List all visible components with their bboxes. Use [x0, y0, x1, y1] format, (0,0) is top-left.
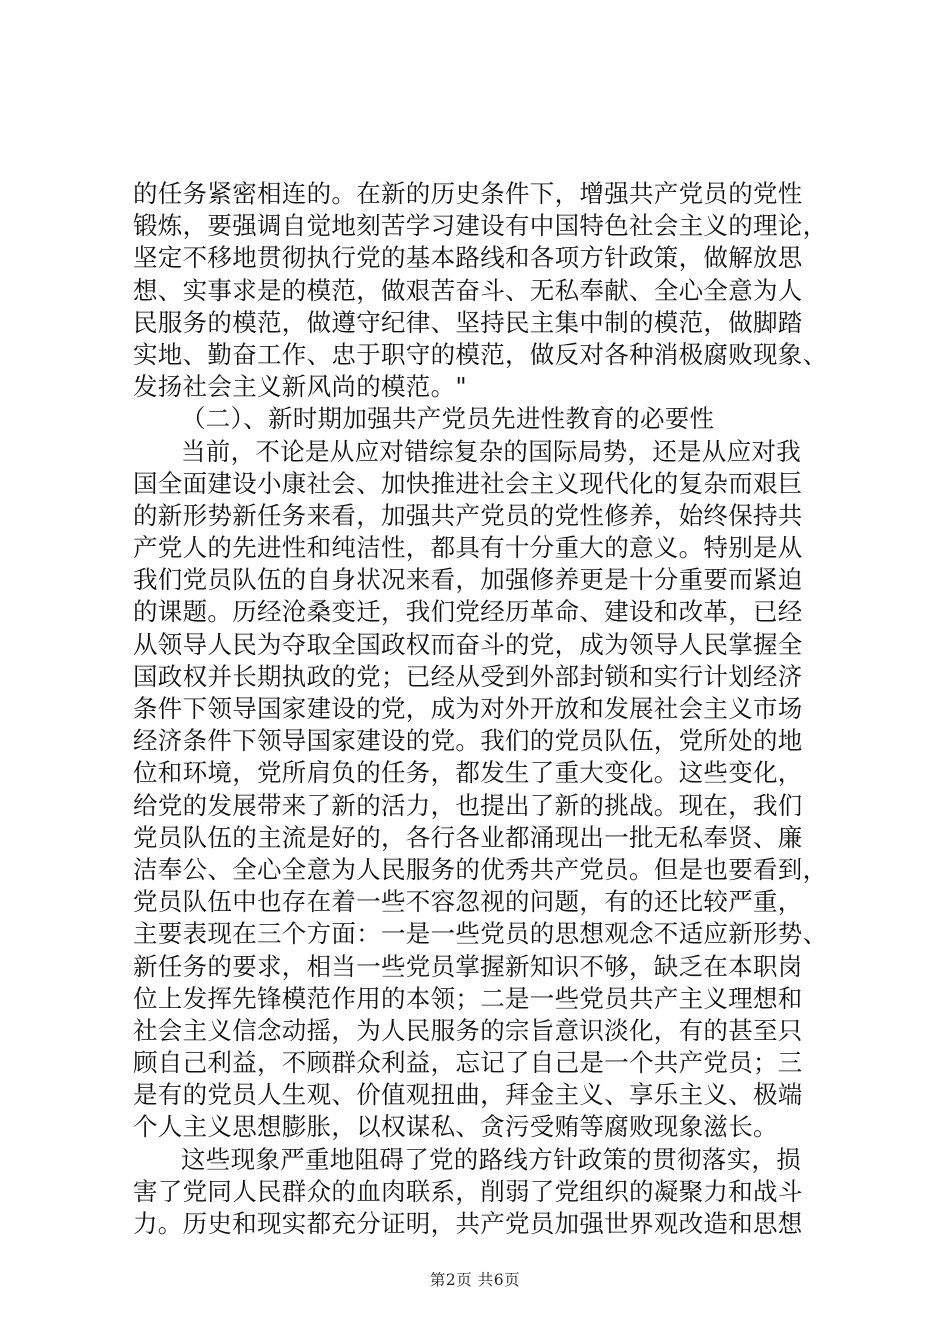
- text-line: 位上发挥先锋模范作用的本领；二是一些党员共产主义理想和: [133, 983, 803, 1013]
- text-line: 坚定不移地贯彻执行党的基本路线和各项方针政策，做解放思: [133, 243, 803, 273]
- text-line: 党员队伍中也存在着一些不容忽视的问题，有的还比较严重，: [133, 887, 803, 917]
- text-line: 的任务紧密相连的。在新的历史条件下，增强共产党员的党性: [133, 179, 803, 208]
- page-number-footer: 第2页 共6页: [429, 1271, 521, 1289]
- text-line: 这些现象严重地阻碍了党的路线方针政策的贯彻落实，损: [181, 1144, 801, 1174]
- text-line: 新任务的要求，相当一些党员掌握新知识不够，缺乏在本职岗: [133, 951, 803, 981]
- text-line: 发扬社会主义新风尚的模范。": [133, 372, 467, 402]
- document-body: [133, 178, 833, 1240]
- section-heading: （二）、新时期加强共产党员先进性教育的必要性: [181, 404, 715, 434]
- text-line: 害了党同人民群众的血肉联系，削弱了党组织的凝聚力和战斗: [133, 1176, 803, 1206]
- text-line: 位和环境，党所肩负的任务，都发生了重大变化。这些变化，: [133, 758, 803, 788]
- text-line: 社会主义信念动摇，为人民服务的宗旨意识淡化，有的甚至只: [133, 1015, 803, 1045]
- text-line: 从领导人民为夺取全国政权而奋斗的党，成为领导人民掌握全: [133, 629, 803, 659]
- text-line: 产党人的先进性和纯洁性，都具有十分重大的意义。特别是从: [133, 533, 803, 563]
- text-line: 力。历史和现实都充分证明，共产党员加强世界观改造和思想: [133, 1209, 803, 1238]
- text-line: 国政权并长期执政的党；已经从受到外部封锁和实行计划经济: [133, 661, 803, 691]
- text-line: 实地、勤奋工作、忠于职守的模范，做反对各种消极腐败现象、: [133, 339, 828, 369]
- text-line: 国全面建设小康社会、加快推进社会主义现代化的复杂而艰巨: [133, 468, 803, 498]
- text-line: 是有的党员人生观、价值观扭曲，拜金主义、享乐主义、极端: [133, 1080, 803, 1110]
- text-line: 主要表现在三个方面：一是一些党员的思想观念不适应新形势、: [133, 919, 828, 949]
- text-line: 民服务的模范，做遵守纪律、坚持民主集中制的模范，做脚踏: [133, 307, 803, 337]
- text-line: 党员队伍的主流是好的，各行各业都涌现出一批无私奉贤、廉: [133, 822, 803, 852]
- text-line: 条件下领导国家建设的党，成为对外开放和发展社会主义市场: [133, 694, 803, 723]
- text-line: 当前，不论是从应对错综复杂的国际局势，还是从应对我: [181, 436, 801, 466]
- text-line: 锻炼，要强调自觉地刻苦学习建设有中国特色社会主义的理论，: [133, 211, 828, 241]
- text-line: 个人主义思想膨胀，以权谋私、贪污受贿等腐败现象滋长。: [133, 1112, 778, 1142]
- text-line: 洁奉公、全心全意为人民服务的优秀共产党员。但是也要看到，: [133, 854, 828, 884]
- text-line: 我们党员队伍的自身状况来看，加强修养更是十分重要而紧迫: [133, 565, 803, 595]
- text-line: 想、实事求是的模范，做艰苦奋斗、无私奉献、全心全意为人: [133, 275, 803, 305]
- text-line: 顾自己利益，不顾群众利益，忘记了自己是一个共产党员；三: [133, 1048, 803, 1078]
- text-line: 经济条件下领导国家建设的党。我们的党员队伍，党所处的地: [133, 726, 803, 756]
- text-line: 给党的发展带来了新的活力，也提出了新的挑战。现在，我们: [133, 790, 803, 820]
- text-line: 的新形势新任务来看，加强共产党员的党性修养，始终保持共: [133, 500, 803, 530]
- text-line: 的课题。历经沧桑变迁，我们党经历革命、建设和改革，已经: [133, 597, 803, 627]
